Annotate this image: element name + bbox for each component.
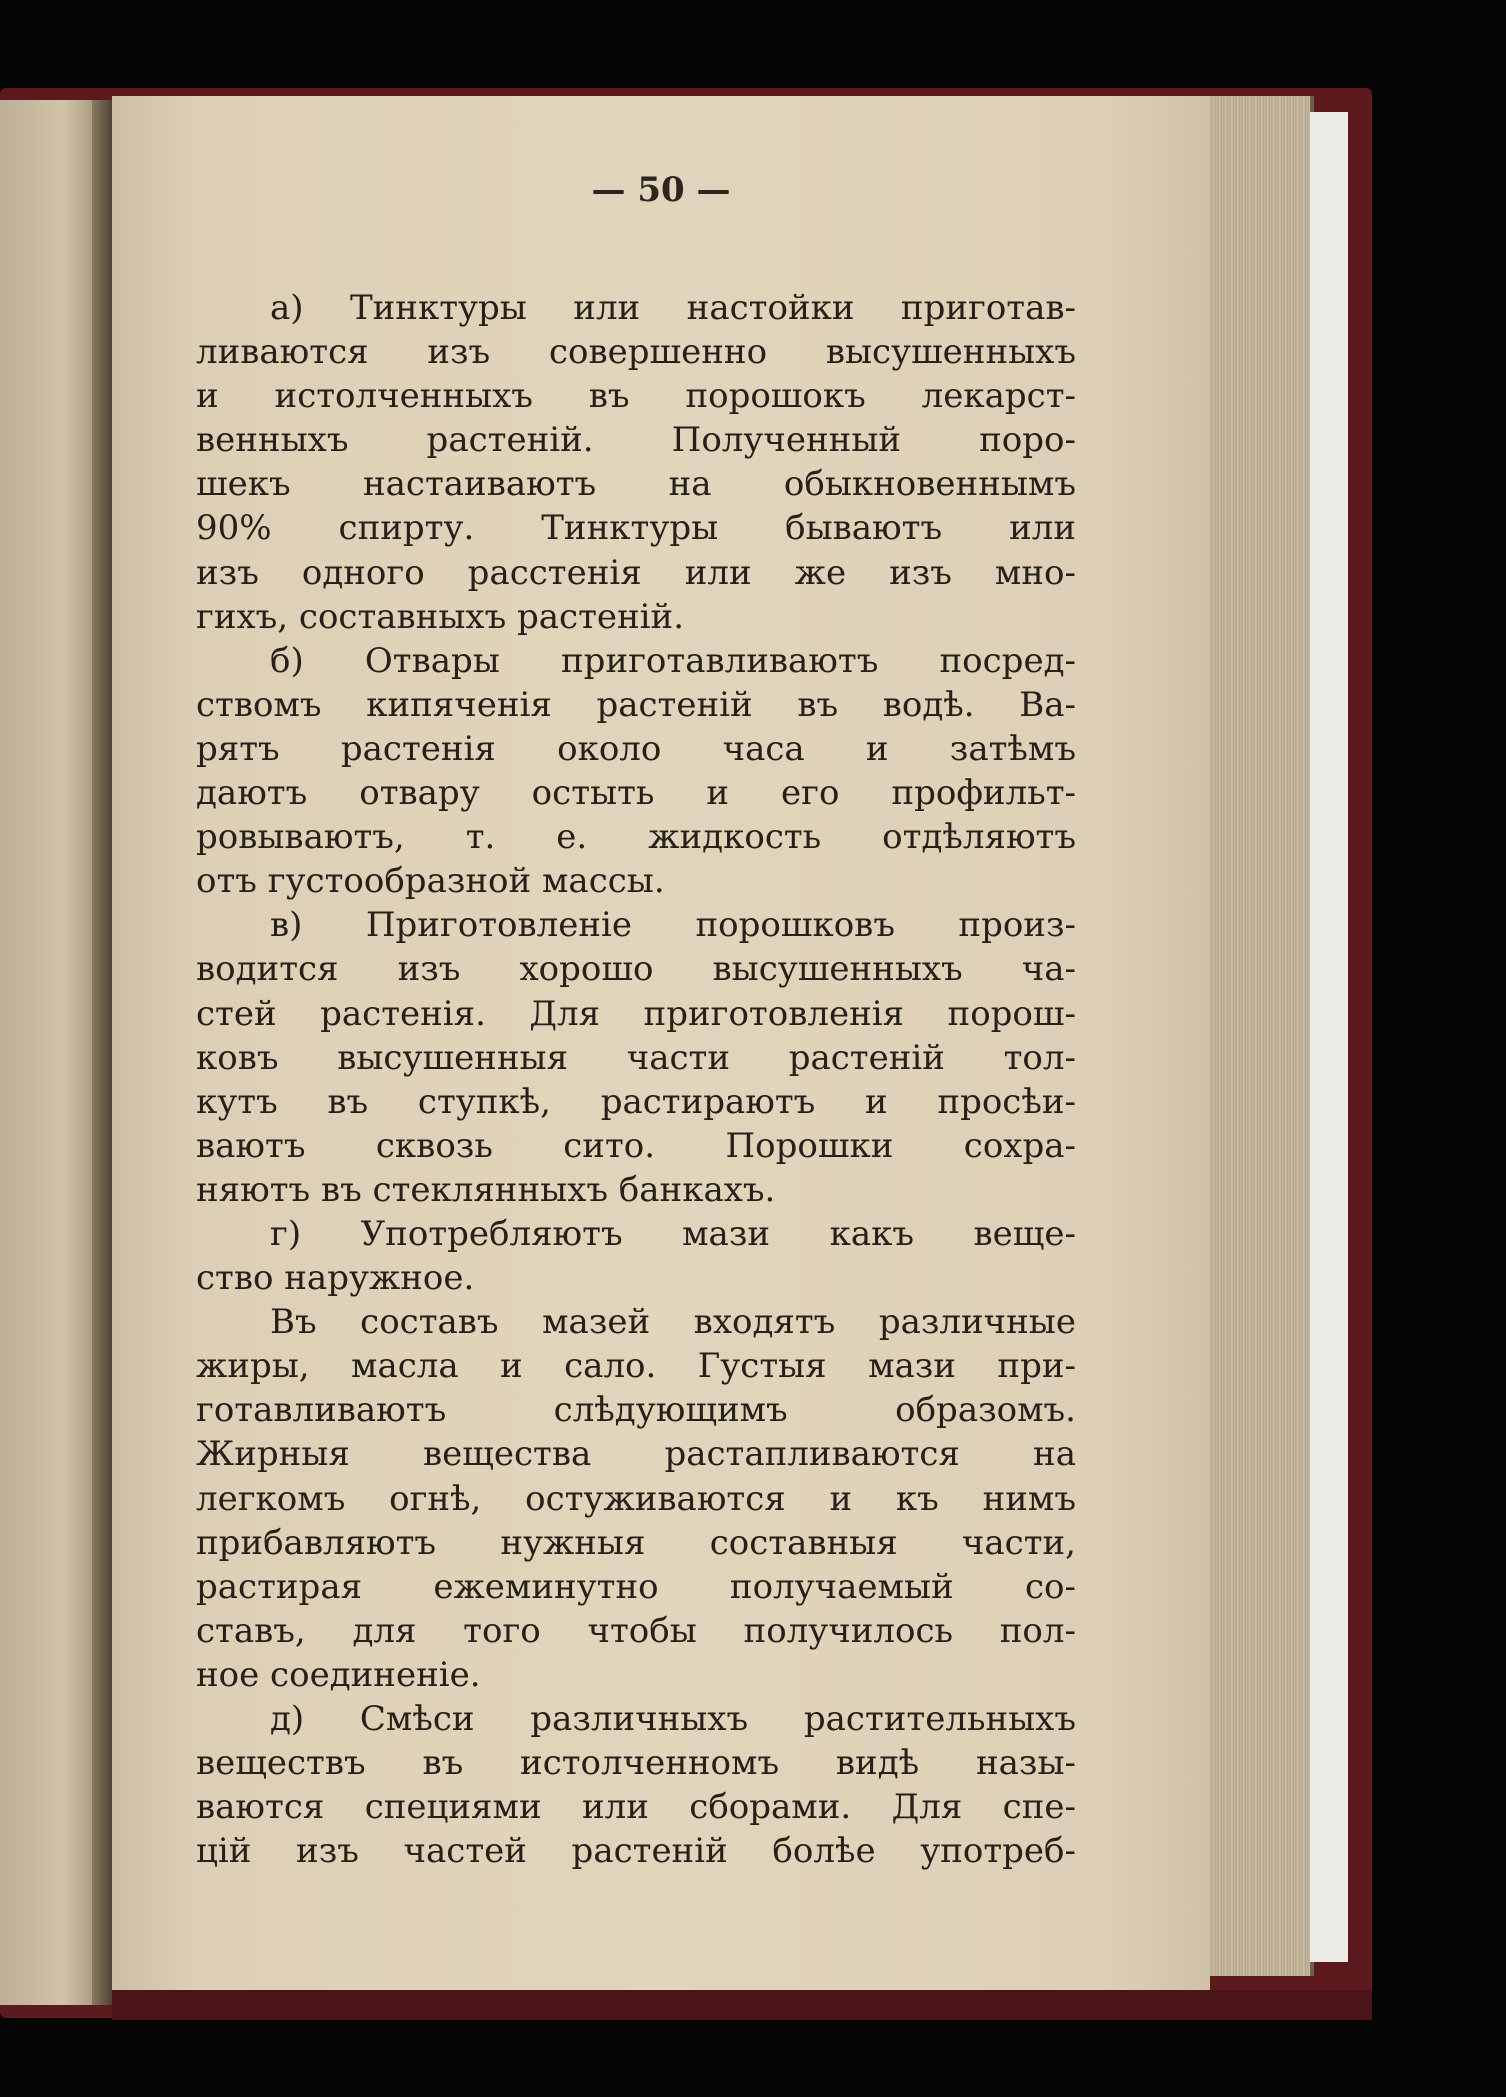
text-line: и истолченныхъ въ порошокъ лекарст- [196, 376, 1076, 417]
text-line: легкомъ огнѣ, остуживаются и къ нимъ [196, 1478, 1076, 1519]
text-line: в) Приготовленiе порошковъ произ- [270, 905, 1076, 946]
text-line: Въ составъ мазей входятъ различные [270, 1302, 1076, 1343]
text-line: готавливаютъ слѣдующимъ образомъ. [196, 1390, 1076, 1431]
text-line: ство наружное. [196, 1258, 475, 1299]
page-edges [1210, 96, 1314, 1976]
text-line: Жирныя вещества растапливаются на [196, 1434, 1076, 1475]
text-line: ваютъ сквозь сито. Порошки сохра- [196, 1125, 1076, 1166]
text-line: цiй изъ частей растенiй болѣе употреб- [196, 1831, 1076, 1872]
text-line: рятъ растенiя около часа и затѣмъ [196, 728, 1076, 769]
text-line: ковъ высушенныя части растенiй тол- [196, 1037, 1076, 1078]
endpaper-strip [1310, 112, 1348, 1962]
text-line: г) Употребляютъ мази какъ веще- [270, 1213, 1076, 1254]
page-number: — 50 — [591, 170, 731, 210]
text-line: а) Тинктуры или настойки приготав- [270, 288, 1076, 328]
text-line: ствомъ кипяченiя растенiй въ водѣ. Ва- [196, 684, 1076, 725]
text-line: веществъ въ истолченномъ видѣ назы- [196, 1743, 1076, 1784]
cover-bottom-edge [112, 1990, 1372, 2020]
text-line: д) Смѣси различныхъ растительныхъ [270, 1699, 1076, 1739]
text-line: ставъ, для того чтобы получилось пол- [196, 1610, 1076, 1651]
text-line: няютъ въ стеклянныхъ банкахъ. [196, 1169, 776, 1210]
text-line: изъ одного расстенiя или же изъ мно- [196, 552, 1076, 593]
text-line: жиры, масла и сало. Густыя мази при- [196, 1346, 1076, 1387]
text-line: шекъ настаиваютъ на обыкновеннымъ [196, 464, 1076, 505]
text-line: стей растенiя. Для приготовленiя порош- [196, 993, 1076, 1034]
text-line: ное соединенiе. [196, 1654, 481, 1695]
text-line: прибавляютъ нужныя составныя части, [196, 1522, 1076, 1563]
text-line: венныхъ растенiй. Полученный поро- [196, 420, 1076, 461]
text-line: ваются специями или сборами. Для спе- [196, 1787, 1076, 1828]
left-page [0, 100, 106, 2005]
text-line: ровываютъ, т. е. жидкость отдѣляютъ [196, 817, 1076, 858]
body-text [196, 286, 1076, 1873]
text-line: 90% спирту. Тинктуры бываютъ или [196, 508, 1076, 549]
text-line: водится изъ хорошо высушенныхъ ча- [196, 949, 1076, 990]
text-line: гихъ, составныхъ растенiй. [196, 596, 685, 637]
text-line: даютъ отвару остыть и его профильт- [196, 773, 1076, 814]
book-gutter [92, 100, 114, 2005]
text-line: растирая ежеминутно получаемый со- [196, 1566, 1076, 1607]
text-line: ливаются изъ совершенно высушенныхъ [196, 332, 1076, 373]
text-line: отъ густообразной массы. [196, 861, 665, 902]
text-line: б) Отвары приготавливаютъ посред- [270, 640, 1076, 681]
text-line: кутъ въ ступкѣ, растираютъ и просѣи- [196, 1081, 1076, 1122]
